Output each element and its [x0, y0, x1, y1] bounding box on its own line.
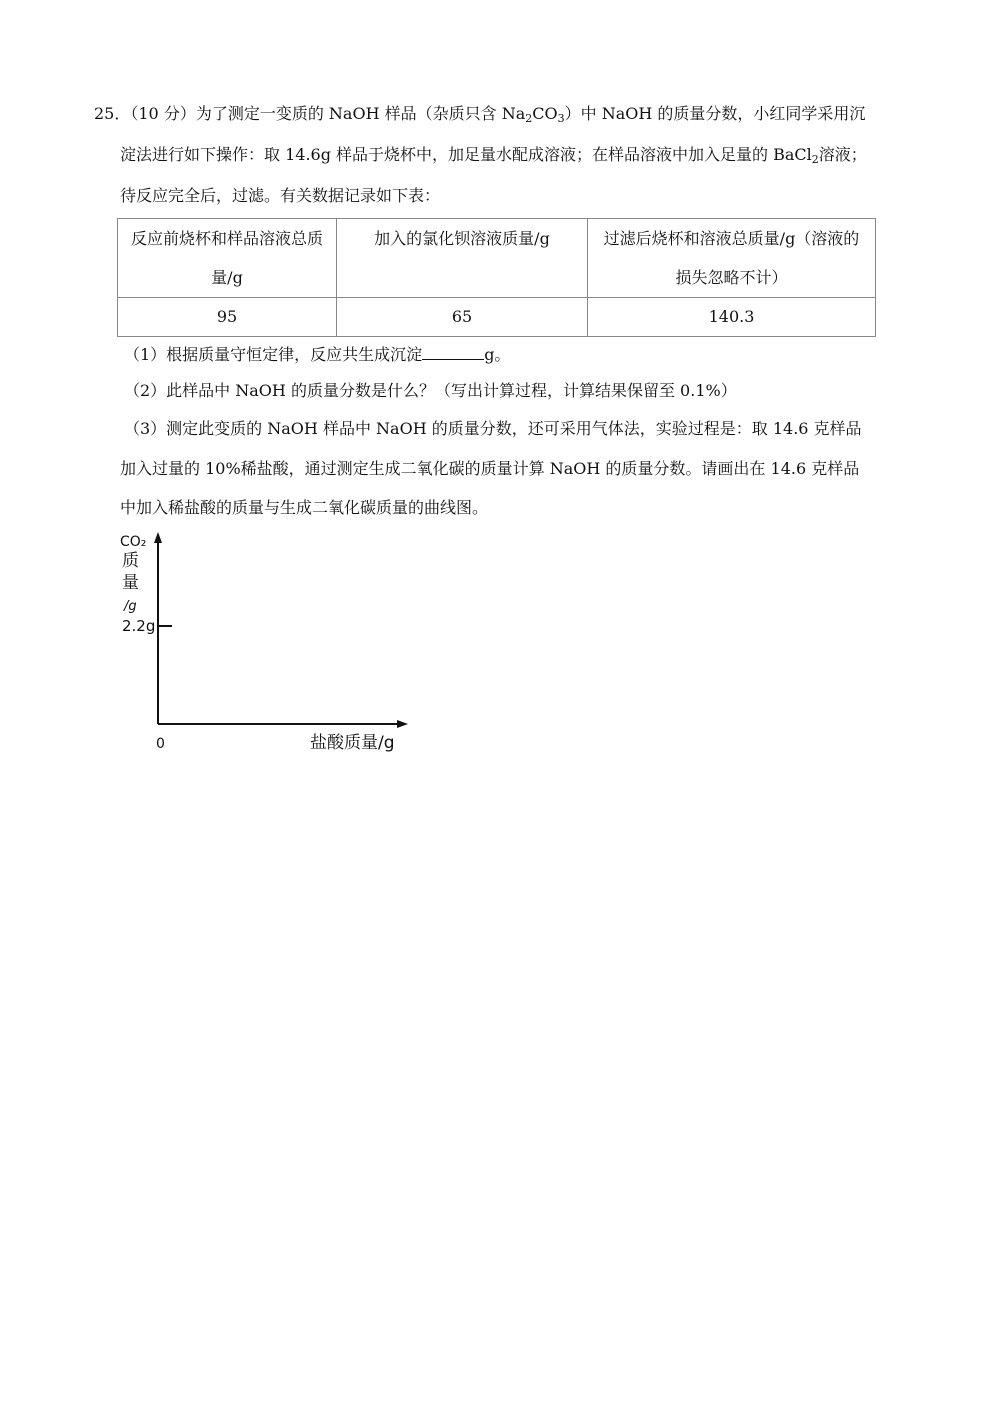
header-3-line-1: 过滤后烧杯和溶液总质量/g（溶液的 [603, 229, 860, 248]
subquestion-1 [124, 344, 510, 365]
header-1-line-2: 量/g [211, 268, 243, 287]
subscript-2: 2 [525, 112, 533, 125]
stem-text-1: 为了测定一变质的 NaOH 样品（杂质只含 Na [195, 104, 526, 123]
question-points: （10 分） [130, 104, 196, 123]
table-cell: 140.3 [588, 298, 876, 337]
table-header-cell [588, 219, 876, 298]
y-axis-label-co2: CO₂ [120, 534, 147, 550]
question-number: 25． [94, 104, 131, 123]
table-cell: 65 [337, 298, 588, 337]
x-axis-label: 盐酸质量/g [310, 733, 395, 753]
subquestion-2: （2）此样品中 NaOH 的质量分数是什么？（写出计算过程，计算结果保留至 0.1%） [124, 381, 737, 400]
stem-co: CO [532, 104, 558, 123]
subquestion-3-line-3: 中加入稀盐酸的质量与生成二氧化碳质量的曲线图。 [120, 498, 489, 517]
co2-graph[interactable] [110, 530, 420, 760]
y-axis-arrow-icon [154, 532, 162, 543]
table-header-cell [337, 219, 588, 298]
stem-text-2: 淀法进行如下操作：取 14.6g 样品于烧杯中，加足量水配成溶液；在样品溶液中加入足量的 BaCl [120, 145, 812, 164]
subquestion-3-line-2: 加入过量的 10%稀盐酸，通过测定生成二氧化碳的质量计算 NaOH 的质量分数。请画出在 14.6 克样品 [120, 459, 860, 478]
y-axis-label-zhi: 质 [122, 551, 139, 571]
table-cell: 95 [118, 298, 337, 337]
header-2: 加入的氯化钡溶液质量/g [374, 229, 550, 248]
q1-text: （1）根据质量守恒定律，反应共生成沉淀 [124, 345, 423, 364]
origin-label: 0 [156, 736, 165, 752]
stem-text-2-end: 溶液； [818, 145, 867, 164]
header-1-line-1: 反应前烧杯和样品溶液总质 [130, 229, 323, 248]
answer-blank[interactable] [422, 344, 484, 360]
question-stem-line-3: 待反应完全后，过滤。有关数据记录如下表： [120, 186, 441, 205]
question-stem-line-1 [94, 104, 865, 124]
y-tick-label: 2.2g [122, 617, 156, 635]
subquestion-3-line-1: （3）测定此变质的 NaOH 样品中 NaOH 的质量分数，还可采用气体法，实验过程是：取 14.6 克样品 [124, 419, 862, 438]
stem-text-1-end: ）中 NaOH 的质量分数，小红同学采用沉 [564, 104, 866, 123]
y-axis-label-unit: /g [124, 599, 137, 614]
table-header-cell [118, 219, 337, 298]
q1-unit: g。 [484, 345, 511, 364]
subscript-bacl2: 2 [811, 153, 819, 166]
table-header-row [118, 219, 876, 298]
data-table [117, 218, 876, 337]
subscript-3: 3 [557, 112, 565, 125]
table-row [118, 298, 876, 337]
x-axis-arrow-icon [397, 720, 408, 728]
header-3-line-2: 损失忽略不计） [675, 268, 788, 287]
y-axis-label-liang: 量 [122, 573, 139, 593]
question-stem-line-2 [120, 145, 867, 165]
